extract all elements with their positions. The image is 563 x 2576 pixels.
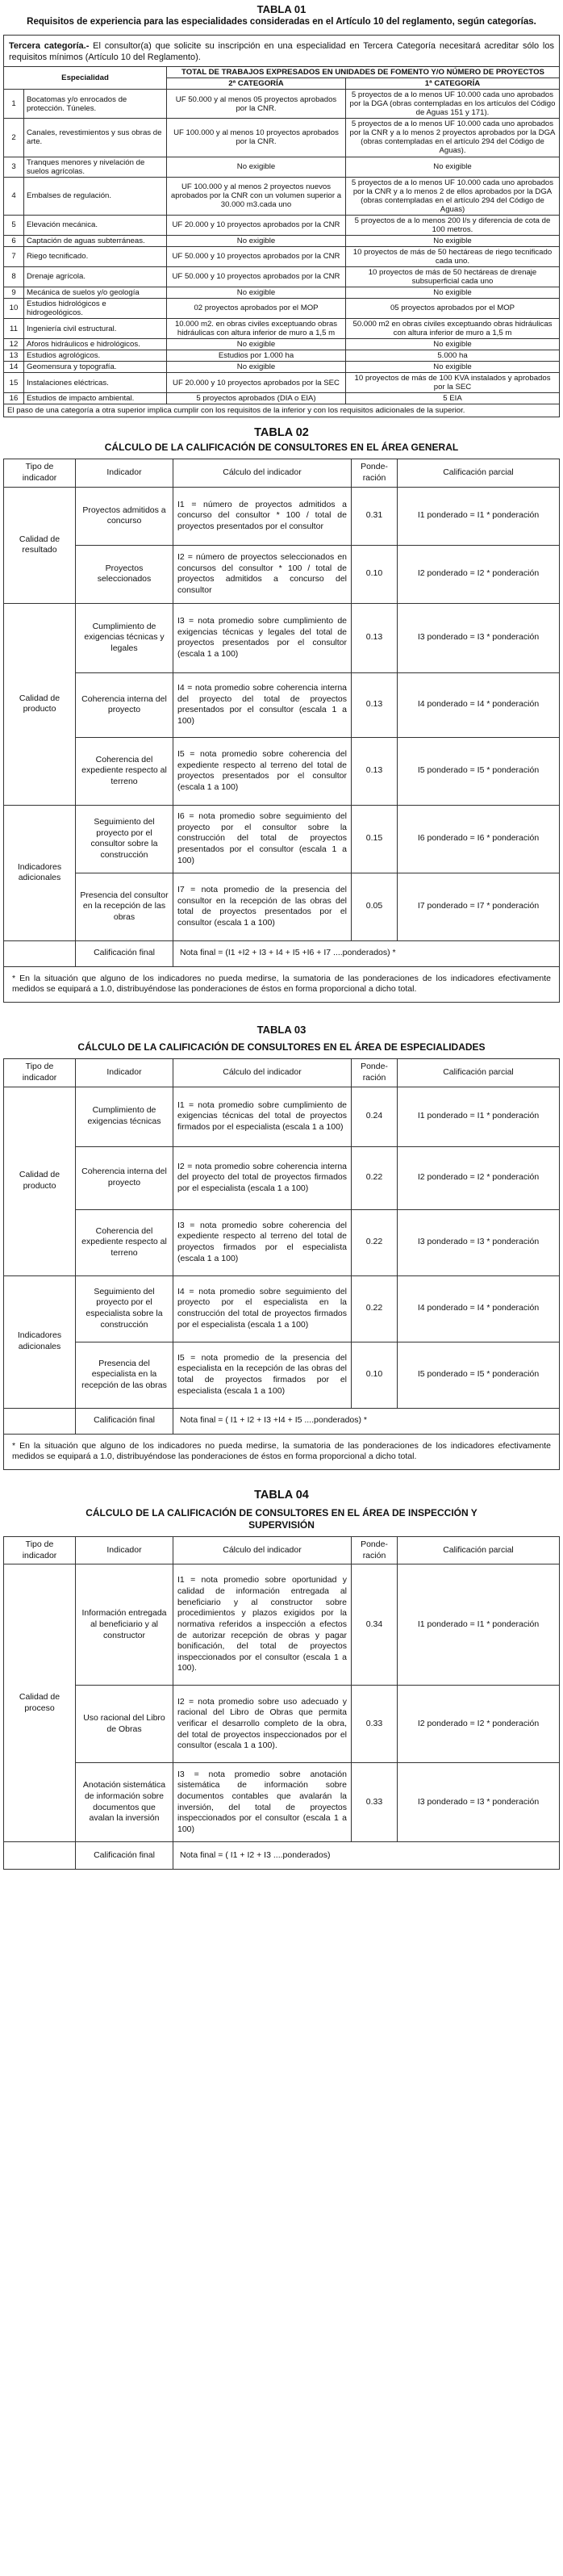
tipo-cell: Calidad de proceso <box>4 1564 76 1842</box>
header-tipo: Tipo de indicador <box>4 459 76 487</box>
cat1-cell: No exigible <box>346 362 560 373</box>
table-01-intro <box>4 35 560 67</box>
header-parcial: Calificación parcial <box>398 459 560 487</box>
tipo-cell: Indicadores adicionales <box>4 805 76 940</box>
especialidad-cell: Riego tecnificado. <box>24 246 167 266</box>
col-cat2: 2ª CATEGORÍA <box>167 78 346 90</box>
table-row <box>4 157 560 177</box>
indicador-cell: Seguimiento del proyecto por el especialista sobre la construcción <box>76 1275 173 1342</box>
especialidad-cell: Estudios hidrológicos e hidrogeológicos. <box>24 298 167 318</box>
indicador-cell: Proyectos admitidos a concurso <box>76 487 173 545</box>
row-number-cell: 3 <box>4 157 24 177</box>
table-01-title: TABLA 01 <box>256 3 307 15</box>
cat1-cell: 10 proyectos de más de 100 KVA instalados y aprobados por la SEC <box>346 373 560 393</box>
parcial-cell: I1 ponderado = I1 * ponderación <box>398 487 560 545</box>
table-02-title: TABLA 02 <box>254 426 309 440</box>
especialidad-cell: Drenaje agrícola. <box>24 266 167 287</box>
cat1-cell: 5 proyectos de a lo menos UF 10.000 cada uno aprobados por la CNR y a lo menos 2 proyectos aprobados por la DGA (obras contempladas en el artículo 294 del Código de Aguas). <box>346 119 560 157</box>
header-tipo: Tipo de indicador <box>4 1059 76 1087</box>
especialidad-cell: Estudios agrológicos. <box>24 350 167 362</box>
cat2-cell: UF 100.000 y al menos 10 proyectos aprobados por la CNR. <box>167 119 346 157</box>
especialidad-cell: Estudios de impacto ambiental. <box>24 393 167 404</box>
calculo-cell: I2 = nota promedio sobre uso adecuado y racional del Libro de Obras que permita verificar el desarrollo completo de la obra, del total de proyectos inspeccionados por el consultor (escala 1 a 100). <box>173 1686 352 1763</box>
tipo-cell: Calidad de producto <box>4 603 76 805</box>
calculo-cell: I6 = nota promedio sobre seguimiento del proyecto por el consultor sobre la construcción del total de proyectos presentados por el consultor (escala 1 a 100) <box>173 805 352 873</box>
especialidad-cell: Aforos hidráulicos e hidrológicos. <box>24 339 167 350</box>
table-02-footnote: * En la situación que alguno de los indicadores no pueda medirse, la sumatoria de las ponderaciones de los indicadores efectivamente medidos se equipará a 1.0, distribuyéndose las ponderaciones de éstos en forma proporcional a dicho total. <box>4 966 560 1002</box>
table-03-title: TABLA 03 <box>256 1023 307 1036</box>
table-row <box>4 235 560 246</box>
final-row <box>4 940 560 966</box>
parcial-cell: I1 ponderado = I1 * ponderación <box>398 1564 560 1686</box>
calculo-cell: I1 = nota promedio sobre oportunidad y calidad de información entregada al beneficiario y al constructor sobre procedimientos y plazos exigidos por la normativa referidos a inspección a efectos de autorizar recepción de obras y pagar bonificación, del total de proyectos inspeccionados por el consultor (escala 1 a 100). <box>173 1564 352 1686</box>
document-page <box>3 0 560 1870</box>
ponderacion-cell: 0.10 <box>352 545 398 603</box>
table-01-body <box>4 90 560 404</box>
header-calculo: Cálculo del indicador <box>173 1059 352 1087</box>
cat2-cell: UF 20.000 y 10 proyectos aprobados por la CNR <box>167 215 346 235</box>
cat1-cell: 5 proyectos de a lo menos UF 10.000 cada uno aprobados por la DGA (obras contempladas en los artículos del Código de Aguas 151 y 171). <box>346 90 560 119</box>
parcial-cell: I6 ponderado = I6 * ponderación <box>398 805 560 873</box>
especialidad-cell: Bocatomas y/o enrocados de protección. Túneles. <box>24 90 167 119</box>
ponderacion-cell: 0.34 <box>352 1564 398 1686</box>
cat2-cell: UF 20.000 y 10 proyectos aprobados por la SEC <box>167 373 346 393</box>
final-row <box>4 1842 560 1870</box>
header-indicador: Indicador <box>76 1059 173 1087</box>
table-row <box>4 215 560 235</box>
row-number-cell: 5 <box>4 215 24 235</box>
table-row <box>4 672 560 737</box>
cat1-cell: 50.000 m2 en obras civiles exceptuando obras hidráulicas con altura inferior de muro a 1,5 m <box>346 319 560 339</box>
parcial-cell: I1 ponderado = I1 * ponderación <box>398 1087 560 1146</box>
header-parcial: Calificación parcial <box>398 1536 560 1564</box>
cat1-cell: 10 proyectos de más de 50 hectáreas de riego tecnificado cada uno. <box>346 246 560 266</box>
table-row <box>4 298 560 318</box>
ponderacion-cell: 0.13 <box>352 737 398 805</box>
cat1-cell: 5 proyectos de a lo menos 200 l/s y diferencia de cota de 100 metros. <box>346 215 560 235</box>
parcial-cell: I3 ponderado = I3 * ponderación <box>398 1763 560 1842</box>
indicador-cell: Coherencia interna del proyecto <box>76 672 173 737</box>
final-row <box>4 1408 560 1434</box>
cat1-cell: 5 EIA <box>346 393 560 404</box>
cat2-cell: UF 50.000 y al menos 05 proyectos aprobados por la CNR. <box>167 90 346 119</box>
table-03-subtitle: CÁLCULO DE LA CALIFICACIÓN DE CONSULTORES EN EL ÁREA DE ESPECIALIDADES <box>77 1041 486 1053</box>
intro-bold: Tercera categoría.- <box>9 40 90 51</box>
final-value: Nota final = ( I1 + I2 + I3 ....ponderados) <box>173 1842 560 1870</box>
table-01 <box>3 35 560 418</box>
indicador-cell: Información entregada al beneficiario y al constructor <box>76 1564 173 1686</box>
parcial-cell: I5 ponderado = I5 * ponderación <box>398 1342 560 1408</box>
table-row <box>4 487 560 545</box>
cat2-cell: Estudios por 1.000 ha <box>167 350 346 362</box>
table-row <box>4 805 560 873</box>
header-ponderacion: Ponde-ración <box>352 1059 398 1087</box>
parcial-cell: I5 ponderado = I5 * ponderación <box>398 737 560 805</box>
row-number-cell: 9 <box>4 287 24 298</box>
table-01-subtitle: Requisitos de experiencia para las especialidades consideradas en el Artículo 10 del reglamento, según categorías. <box>27 17 536 27</box>
parcial-cell: I2 ponderado = I2 * ponderación <box>398 545 560 603</box>
table-row <box>4 1146 560 1209</box>
table-row <box>4 1275 560 1342</box>
indicador-cell: Presencia del consultor en la recepción de las obras <box>76 873 173 940</box>
cat1-cell: 5 proyectos de a lo menos UF 10.000 cada uno aprobados por la CNR y a lo menos 2 de ellos aprobados por la DGA (obras contempladas en el artículo 294 del Código de Aguas) <box>346 177 560 215</box>
cat2-cell: No exigible <box>167 362 346 373</box>
row-number-cell: 12 <box>4 339 24 350</box>
calculo-cell: I3 = nota promedio sobre cumplimiento de exigencias técnicas y legales del total de proyectos presentados por el consultor (escala 1 a 100) <box>173 603 352 672</box>
especialidad-cell: Elevación mecánica. <box>24 215 167 235</box>
cat2-cell: No exigible <box>167 235 346 246</box>
row-number-cell: 10 <box>4 298 24 318</box>
ponderacion-cell: 0.33 <box>352 1763 398 1842</box>
final-label: Calificación final <box>76 1408 173 1434</box>
ponderacion-cell: 0.05 <box>352 873 398 940</box>
cat1-cell: No exigible <box>346 339 560 350</box>
header-tipo: Tipo de indicador <box>4 1536 76 1564</box>
cat2-cell: UF 50.000 y 10 proyectos aprobados por la CNR <box>167 246 346 266</box>
calculo-cell: I1 = número de proyectos admitidos a concurso del consultor * 100 / total de proyectos presentados por el consultor <box>173 487 352 545</box>
col-group-header: TOTAL DE TRABAJOS EXPRESADOS EN UNIDADES DE FOMENTO Y/O NÚMERO DE PROYECTOS <box>167 67 560 78</box>
header-calculo: Cálculo del indicador <box>173 1536 352 1564</box>
ponderacion-cell: 0.33 <box>352 1686 398 1763</box>
ponderacion-cell: 0.31 <box>352 487 398 545</box>
table-row <box>4 1564 560 1686</box>
table-row <box>4 350 560 362</box>
indicador-cell: Cumplimiento de exigencias técnicas y legales <box>76 603 173 672</box>
row-number-cell: 1 <box>4 90 24 119</box>
tipo-cell: Calidad de resultado <box>4 487 76 603</box>
especialidad-cell: Captación de aguas subterráneas. <box>24 235 167 246</box>
row-number-cell: 2 <box>4 119 24 157</box>
indicador-cell: Coherencia del expediente respecto al terreno <box>76 1209 173 1275</box>
header-ponderacion: Ponde-ración <box>352 459 398 487</box>
calculo-cell: I4 = nota promedio sobre coherencia interna del proyecto del total de proyectos presentados por el consultor (escala 1 a 100) <box>173 672 352 737</box>
indicador-cell: Proyectos seleccionados <box>76 545 173 603</box>
final-value: Nota final = (I1 +I2 + I3 + I4 + I5 +I6 + I7 ....ponderados) * <box>173 940 560 966</box>
cat1-cell: 10 proyectos de más de 50 hectáreas de drenaje subsuperficial cada uno <box>346 266 560 287</box>
intro-text: El consultor(a) que solicite su inscripción en una especialidad en Tercera Categoría necesitará acreditar sólo los requisitos mínimos (Artículo 10 del Reglamento). <box>9 40 554 62</box>
row-number-cell: 15 <box>4 373 24 393</box>
table-row <box>4 319 560 339</box>
row-number-cell: 16 <box>4 393 24 404</box>
table-03 <box>3 1058 560 1470</box>
ponderacion-cell: 0.13 <box>352 672 398 737</box>
indicador-cell: Anotación sistemática de información sobre documentos que avalan la inversión <box>76 1763 173 1842</box>
cat2-cell: 10.000 m2. en obras civiles exceptuando obras hidráulicas con altura inferior de muro a 1,5 m <box>167 319 346 339</box>
cat2-cell: 5 proyectos aprobados (DIA o EIA) <box>167 393 346 404</box>
table-row <box>4 373 560 393</box>
table-04 <box>3 1536 560 1870</box>
row-number-cell: 4 <box>4 177 24 215</box>
col-cat1: 1ª CATEGORÍA <box>346 78 560 90</box>
ponderacion-cell: 0.22 <box>352 1275 398 1342</box>
table-04-subtitle: CÁLCULO DE LA CALIFICACIÓN DE CONSULTORES EN EL ÁREA DE INSPECCIÓN Y SUPERVISIÓN <box>85 1506 478 1531</box>
table-row <box>4 1763 560 1842</box>
calculo-cell: I1 = nota promedio sobre cumplimiento de exigencias técnicas del total de proyectos firmados por el especialista (escala 1 a 100) <box>173 1087 352 1146</box>
table-row <box>4 287 560 298</box>
indicador-cell: Coherencia interna del proyecto <box>76 1146 173 1209</box>
parcial-cell: I3 ponderado = I3 * ponderación <box>398 603 560 672</box>
tipo-cell: Calidad de producto <box>4 1087 76 1275</box>
cat1-cell: No exigible <box>346 287 560 298</box>
header-calculo: Cálculo del indicador <box>173 459 352 487</box>
row-number-cell: 7 <box>4 246 24 266</box>
especialidad-cell: Geomensura y topografía. <box>24 362 167 373</box>
table-row <box>4 603 560 672</box>
table-row <box>4 266 560 287</box>
table-04-title: TABLA 04 <box>254 1488 309 1502</box>
indicador-cell: Coherencia del expediente respecto al terreno <box>76 737 173 805</box>
parcial-cell: I3 ponderado = I3 * ponderación <box>398 1209 560 1275</box>
table-row <box>4 119 560 157</box>
row-number-cell: 8 <box>4 266 24 287</box>
table-row <box>4 177 560 215</box>
cat1-cell: No exigible <box>346 157 560 177</box>
especialidad-cell: Tranques menores y nivelación de suelos agrícolas. <box>24 157 167 177</box>
especialidad-cell: Mecánica de suelos y/o geología <box>24 287 167 298</box>
indicador-cell: Uso racional del Libro de Obras <box>76 1686 173 1763</box>
table-row <box>4 339 560 350</box>
especialidad-cell: Embalses de regulación. <box>24 177 167 215</box>
especialidad-cell: Ingeniería civil estructural. <box>24 319 167 339</box>
ponderacion-cell: 0.24 <box>352 1087 398 1146</box>
row-number-cell: 14 <box>4 362 24 373</box>
table-03-footnote: * En la situación que alguno de los indicadores no pueda medirse, la sumatoria de las ponderaciones de los indicadores efectivamente medidos se equipará a 1.0, distribuyéndose las ponderaciones de éstos en forma proporcional a dicho total. <box>4 1434 560 1469</box>
row-number-cell: 13 <box>4 350 24 362</box>
ponderacion-cell: 0.22 <box>352 1146 398 1209</box>
table-02-subtitle: CÁLCULO DE LA CALIFICACIÓN DE CONSULTORES EN EL ÁREA GENERAL <box>104 442 459 454</box>
final-label: Calificación final <box>76 1842 173 1870</box>
calculo-cell: I3 = nota promedio sobre coherencia del expediente respecto al terreno del total de proyectos firmados por el especialista (escala 1 a 100) <box>173 1209 352 1275</box>
cat1-cell: No exigible <box>346 235 560 246</box>
cat2-cell: No exigible <box>167 157 346 177</box>
table-row <box>4 873 560 940</box>
row-number-cell: 11 <box>4 319 24 339</box>
parcial-cell: I4 ponderado = I4 * ponderación <box>398 1275 560 1342</box>
cat1-cell: 05 proyectos aprobados por el MOP <box>346 298 560 318</box>
parcial-cell: I7 ponderado = I7 * ponderación <box>398 873 560 940</box>
indicador-cell: Presencia del especialista en la recepción de las obras <box>76 1342 173 1408</box>
cat2-cell: UF 100.000 y al menos 2 proyectos nuevos aprobados por la CNR con un volumen superior a 30.000 m3.cada uno <box>167 177 346 215</box>
header-indicador: Indicador <box>76 459 173 487</box>
table-row <box>4 1209 560 1275</box>
especialidad-cell: Instalaciones eléctricas. <box>24 373 167 393</box>
indicador-cell: Seguimiento del proyecto por el consultor sobre la construcción <box>76 805 173 873</box>
table-row <box>4 246 560 266</box>
table-row <box>4 1342 560 1408</box>
cat1-cell: 5.000 ha <box>346 350 560 362</box>
table-row <box>4 737 560 805</box>
final-value: Nota final = ( I1 + I2 + I3 +I4 + I5 ....ponderados) * <box>173 1408 560 1434</box>
calculo-cell: I5 = nota promedio de la presencia del especialista en la recepción de las obras del total de proyectos firmados por el especialista (escala 1 a 100) <box>173 1342 352 1408</box>
ponderacion-cell: 0.10 <box>352 1342 398 1408</box>
table-row <box>4 1087 560 1146</box>
table-row <box>4 1686 560 1763</box>
table-01-note: El paso de una categoría a otra superior implica cumplir con los requisitos de la inferior y con los requisitos adicionales de la superior. <box>4 404 560 417</box>
parcial-cell: I2 ponderado = I2 * ponderación <box>398 1686 560 1763</box>
parcial-cell: I2 ponderado = I2 * ponderación <box>398 1146 560 1209</box>
table-row <box>4 545 560 603</box>
table-row <box>4 362 560 373</box>
cat2-cell: 02 proyectos aprobados por el MOP <box>167 298 346 318</box>
ponderacion-cell: 0.15 <box>352 805 398 873</box>
calculo-cell: I2 = número de proyectos seleccionados en concursos del consultor * 100 / total de proyectos admitidos a concurso del consultor <box>173 545 352 603</box>
parcial-cell: I4 ponderado = I4 * ponderación <box>398 672 560 737</box>
especialidad-cell: Canales, revestimientos y sus obras de arte. <box>24 119 167 157</box>
header-ponderacion: Ponde-ración <box>352 1536 398 1564</box>
cat2-cell: No exigible <box>167 287 346 298</box>
calculo-cell: I2 = nota promedio sobre coherencia interna del proyecto del total de proyectos firmados por el especialista (escala 1 a 100) <box>173 1146 352 1209</box>
col-especialidad: Especialidad <box>4 67 167 90</box>
ponderacion-cell: 0.13 <box>352 603 398 672</box>
cat2-cell: No exigible <box>167 339 346 350</box>
ponderacion-cell: 0.22 <box>352 1209 398 1275</box>
calculo-cell: I4 = nota promedio sobre seguimiento del proyecto por el especialista en la construcción del total de proyectos firmados por el especialista (escala 1 a 100) <box>173 1275 352 1342</box>
header-parcial: Calificación parcial <box>398 1059 560 1087</box>
table-row <box>4 90 560 119</box>
table-02 <box>3 459 560 1003</box>
indicador-cell: Cumplimiento de exigencias técnicas <box>76 1087 173 1146</box>
row-number-cell: 6 <box>4 235 24 246</box>
tipo-cell: Indicadores adicionales <box>4 1275 76 1408</box>
final-label: Calificación final <box>76 940 173 966</box>
calculo-cell: I3 = nota promedio sobre anotación sistemática de información sobre documentos contables que avalarán la inversión, del total de proyectos inspeccionados por el consultor (escala 1 a 100) <box>173 1763 352 1842</box>
cat2-cell: UF 50.000 y 10 proyectos aprobados por la CNR <box>167 266 346 287</box>
calculo-cell: I7 = nota promedio de la presencia del consultor en la recepción de las obras del total de proyectos presentados por el consultor (escala 1 a 100) <box>173 873 352 940</box>
header-indicador: Indicador <box>76 1536 173 1564</box>
table-row <box>4 393 560 404</box>
calculo-cell: I5 = nota promedio sobre coherencia del expediente respecto al terreno del total de proyectos presentados por el consultor (escala 1 a 100) <box>173 737 352 805</box>
